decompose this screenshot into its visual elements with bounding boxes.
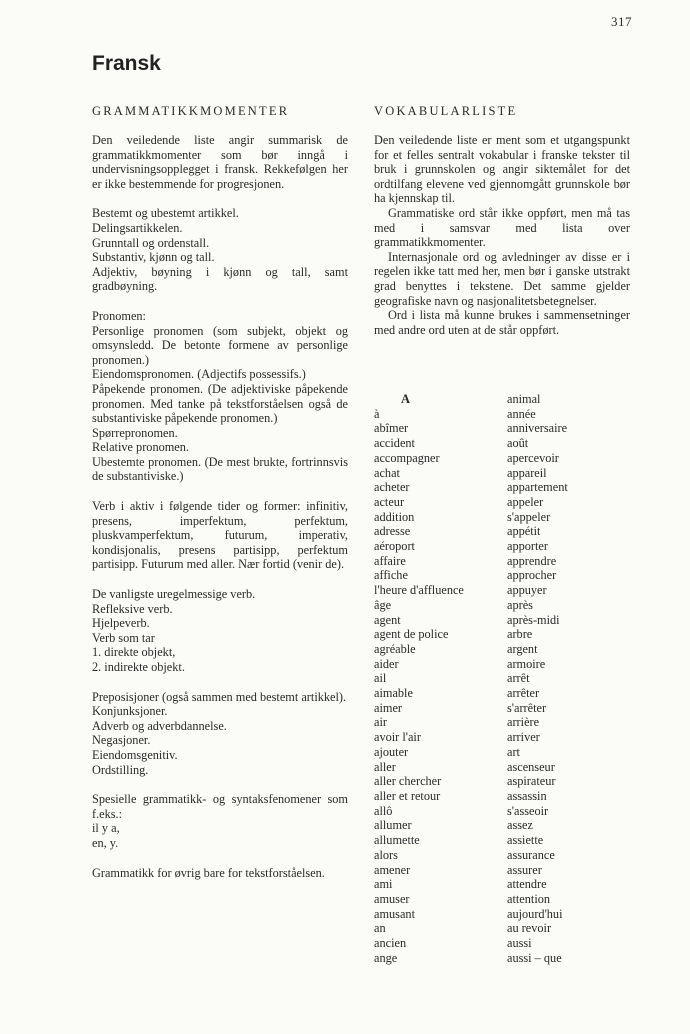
vocab-word: assiette — [507, 833, 544, 848]
vocab-word: arbre — [507, 627, 533, 642]
grammar-line: Påpekende pronomen. (De adjektiviske påpekende pronomen. Med tanke på tekstforståelsen også de substantiviske påpekende pronomen.) — [92, 381, 348, 426]
grammar-group — [92, 587, 348, 675]
vocab-word: à — [374, 406, 380, 421]
vocab-word: âge — [374, 597, 392, 612]
grammar-line: Delingsartikkelen. — [92, 220, 183, 235]
vocabulary-paragraph: Den veiledende liste er ment som et utgangspunkt for et felles sentralt vokabular i franske tekster til bruk i grunnskolen og angir siktemålet for det ordtilfang elevene ved gjennomgått grunnskole bør ha kjennskap til. — [374, 133, 630, 206]
vocab-word: aller et retour — [374, 788, 441, 803]
vocab-word: arrêt — [507, 671, 530, 686]
vocab-word: agréable — [374, 641, 416, 656]
grammar-line: Negasjoner. — [92, 733, 151, 748]
vocab-word: amuser — [374, 891, 410, 906]
vocab-word: année — [507, 406, 536, 421]
grammar-groups — [92, 206, 348, 880]
vocab-word: allumette — [374, 833, 420, 848]
grammar-line: Eiendomspronomen. (Adjectifs possessifs.) — [92, 367, 306, 382]
vocab-word: amener — [374, 862, 411, 877]
grammar-group — [92, 499, 348, 572]
grammar-intro-group — [92, 133, 348, 191]
vocab-word: assurance — [507, 847, 555, 862]
vocab-word: arrière — [507, 715, 540, 730]
vocab-word: août — [507, 436, 529, 451]
grammar-line: Substantiv, kjønn og tall. — [92, 250, 215, 265]
grammar-line: Spørrepronomen. — [92, 425, 178, 440]
grammar-line: De vanligste uregelmessige verb. — [92, 587, 256, 602]
vocabulary-paragraph: Grammatiske ord står ikke oppført, men må tas med i samsvar med lista over grammatikkmomenter. — [374, 205, 630, 250]
vocab-word: allumer — [374, 818, 412, 833]
vocabulary-intro-column — [374, 104, 630, 337]
vocab-word: ascenseur — [507, 759, 555, 774]
vocab-word: aimable — [374, 686, 413, 701]
grammar-line: Personlige pronomen (som subjekt, objekt og omsynsledd. De betonte formene av personlige pronomen.) — [92, 323, 348, 367]
grammar-line: Grammatikk for øvrig bare for tekstforståelsen. — [92, 865, 325, 880]
vocab-word: armoire — [507, 656, 546, 671]
grammar-group — [92, 206, 348, 294]
vocab-word: affaire — [374, 553, 406, 568]
grammar-line: Grunntall og ordenstall. — [92, 235, 210, 250]
vocab-word: affiche — [374, 568, 408, 583]
vocabulary-column-1 — [374, 392, 504, 965]
vocab-word: apporter — [507, 539, 548, 554]
chapter-title: Fransk — [92, 52, 161, 75]
vocab-word: appétit — [507, 524, 541, 539]
grammar-line: Bestemt og ubestemt artikkel. — [92, 206, 239, 221]
vocab-word: accident — [374, 436, 415, 451]
grammar-group — [92, 690, 348, 778]
grammar-line: Ubestemte pronomen. (De mest brukte, fortrinnsvis de substantiviske.) — [92, 454, 348, 484]
vocabulary-paragraph: Internasjonale ord og avledninger av disse er i regelen ikke tatt med her, men bør i ganske utstrakt grad benyttes i tekstene. Det samme gjelder geografiske navn og nasjonalitetsbetegnelser. — [374, 249, 630, 308]
grammar-line: Spesielle grammatikk- og syntaksfenomener som f.eks.: — [92, 792, 348, 821]
vocab-word: avoir l'air — [374, 730, 421, 745]
vocab-word: argent — [507, 641, 538, 656]
vocab-word: assurer — [507, 862, 542, 877]
grammar-group — [92, 866, 348, 881]
vocab-word: achat — [374, 465, 400, 480]
grammar-column — [92, 104, 348, 895]
vocab-word: ail — [374, 671, 387, 686]
vocab-word: acteur — [374, 494, 405, 509]
grammar-line: il y a, — [92, 821, 120, 836]
grammar-line: Verb som tar — [92, 630, 155, 645]
grammar-line: Pronomen: — [92, 308, 146, 323]
vocab-word: addition — [374, 509, 415, 524]
grammar-group — [92, 309, 348, 484]
vocab-word: arrêter — [507, 686, 540, 701]
vocab-word: acheter — [374, 480, 410, 495]
grammar-line: Ordstilling. — [92, 762, 149, 777]
vocab-word: air — [374, 715, 387, 730]
vocab-word: ancien — [374, 936, 407, 951]
vocab-word: aujourd'hui — [507, 906, 563, 921]
vocab-word: aller chercher — [374, 774, 442, 789]
vocab-word: assez — [507, 818, 533, 833]
vocab-word: aussi — [507, 936, 532, 951]
vocab-word: agent de police — [374, 627, 449, 642]
vocab-word: agent — [374, 612, 401, 627]
vocab-word: attention — [507, 891, 551, 906]
vocabulary-heading: VOKABULARLISTE — [374, 104, 518, 118]
vocab-word: aspirateur — [507, 774, 556, 789]
vocab-word: arriver — [507, 730, 540, 745]
vocab-word: an — [374, 921, 386, 936]
vocab-word: s'asseoir — [507, 803, 549, 818]
vocab-word: après — [507, 597, 533, 612]
vocab-word: apprendre — [507, 553, 557, 568]
vocab-word: aimer — [374, 700, 402, 715]
grammar-line: Preposisjoner (også sammen med bestemt artikkel). — [92, 689, 347, 704]
vocab-word: appeler — [507, 494, 544, 509]
grammar-line: Refleksive verb. — [92, 601, 173, 616]
vocab-word: appuyer — [507, 583, 547, 598]
vocab-word: alors — [374, 847, 398, 862]
grammar-intro: Den veiledende liste angir summarisk de grammatikkmomenter som bør inngå i undervisningsopplegget i fransk. Rekkefølgen her er ikke bestemmende for progresjonen. — [92, 133, 348, 191]
vocabulary-paragraph: Ord i lista må kunne brukes i sammensetninger med andre ord uten at de står oppført. — [374, 308, 630, 337]
vocab-word: après-midi — [507, 612, 560, 627]
grammar-line: Adverb og adverbdannelse. — [92, 718, 227, 733]
vocab-word: l'heure d'affluence — [374, 583, 464, 598]
vocab-word: animal — [507, 392, 541, 406]
vocab-word: aussi – que — [507, 950, 562, 965]
page-number: 317 — [611, 14, 632, 29]
vocab-word: aller — [374, 759, 396, 774]
vocab-word: approcher — [507, 568, 557, 583]
vocab-word: art — [507, 744, 520, 759]
vocabulary-column-2 — [507, 392, 634, 965]
vocab-word: s'appeler — [507, 509, 551, 524]
vocab-word: assassin — [507, 788, 547, 803]
vocab-word: abîmer — [374, 421, 409, 436]
grammar-line: Adjektiv, bøyning i kjønn og tall, samt gradbøyning. — [92, 264, 348, 294]
vocab-word: appartement — [507, 480, 568, 495]
vocab-word: aéroport — [374, 539, 415, 554]
vocab-word: ange — [374, 950, 398, 965]
grammar-line: Eiendomsgenitiv. — [92, 747, 178, 762]
grammar-line: 2. indirekte objekt. — [92, 660, 185, 674]
grammar-heading: GRAMMATIKKMOMENTER — [92, 104, 290, 118]
grammar-line: en, y. — [92, 835, 119, 850]
vocab-word: apercevoir — [507, 450, 559, 465]
grammar-line: Relative pronomen. — [92, 440, 189, 455]
vocab-word: attendre — [507, 877, 547, 892]
grammar-line: 1. direkte objekt, — [92, 645, 176, 660]
vocab-word: allô — [374, 803, 393, 818]
vocab-word: anniversaire — [507, 421, 568, 436]
vocab-word: ami — [374, 877, 393, 892]
vocab-word: aider — [374, 656, 399, 671]
vocab-word: appareil — [507, 465, 547, 480]
vocab-word: amusant — [374, 906, 415, 921]
vocab-word: s'arrêter — [507, 700, 547, 715]
vocab-word: adresse — [374, 524, 411, 539]
grammar-line: Hjelpeverb. — [92, 616, 150, 631]
grammar-line: Verb i aktiv i følgende tider og former: infinitiv, presens, imperfektum, perfektum, pluskvamperfektum, futurum, imperativ, kondisjonalis, presens partisipp, perfektum partisipp. Futurum med aller. Nær fortid (venir de). — [92, 499, 348, 572]
letter-heading: A — [401, 392, 411, 406]
grammar-line: Konjunksjoner. — [92, 704, 168, 719]
vocab-word: accompagner — [374, 450, 440, 465]
vocab-word: au revoir — [507, 921, 552, 936]
vocab-word: ajouter — [374, 744, 409, 759]
grammar-group — [92, 792, 348, 850]
